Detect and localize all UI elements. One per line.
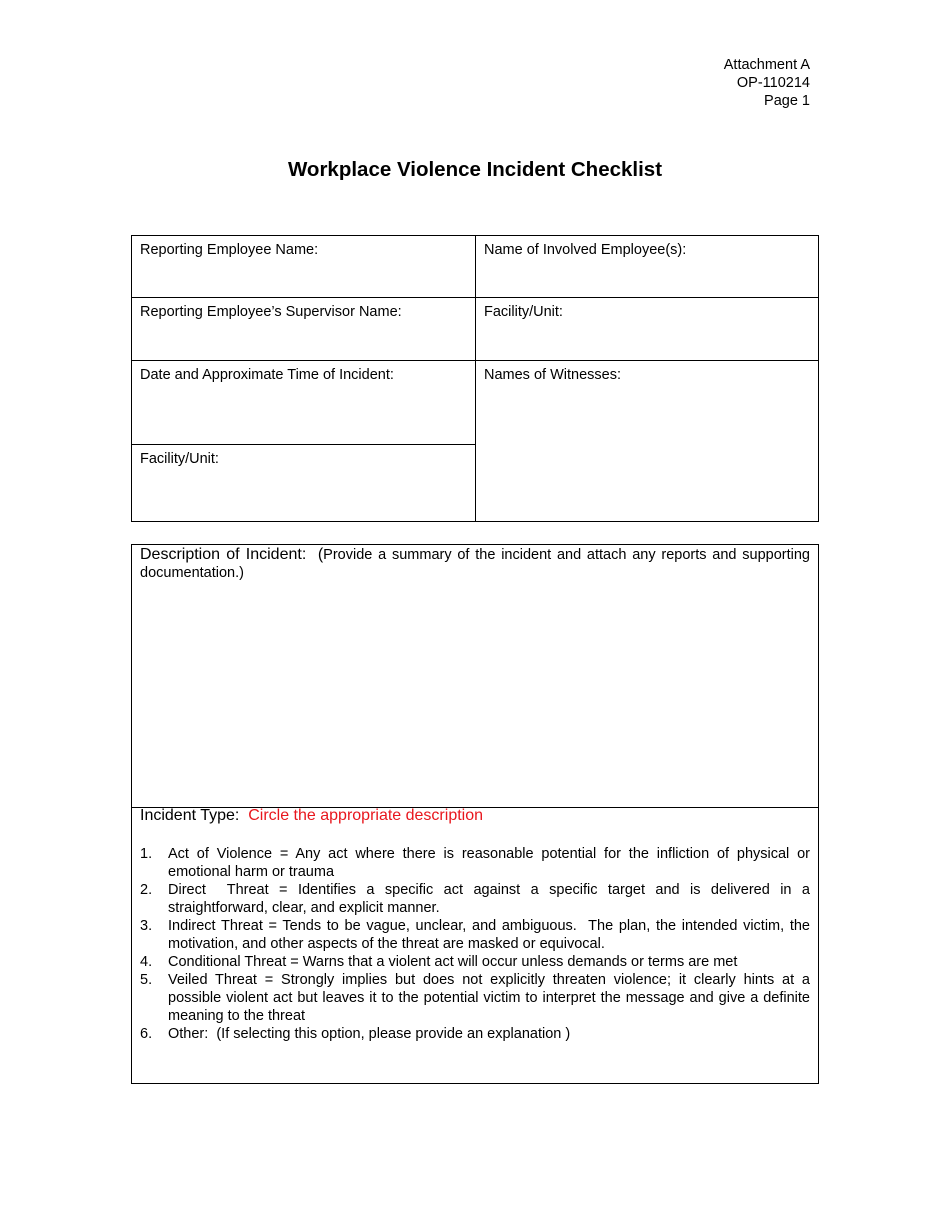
- attachment-label: Attachment A: [723, 57, 810, 73]
- description-field[interactable]: [140, 546, 810, 582]
- reporting-employee-name-field[interactable]: [132, 236, 475, 297]
- option-number: 6.: [140, 1026, 153, 1042]
- facility-unit-left-label: Facility/Unit:: [140, 451, 219, 467]
- incident-type-option-6[interactable]: [140, 1025, 810, 1043]
- witnesses-label: Names of Witnesses:: [484, 367, 621, 383]
- description-label: Description of Incident:: [140, 546, 307, 563]
- witnesses-field[interactable]: [476, 361, 818, 521]
- incident-type-heading: [140, 807, 483, 825]
- option-text: Veiled Threat = Strongly implies but does not explicitly threaten violence; it clearly hints at a possible violent act but leaves it to the potential victim to interpret the message and give a definite meaning to the threat: [168, 972, 810, 1024]
- reporting-employee-name-label: Reporting Employee Name:: [140, 242, 319, 258]
- option-text: Direct Threat = Identifies a specific act against a specific target and is delivered in a straightforward, clear, and explicit manner.: [168, 882, 810, 916]
- incident-type-option-2[interactable]: [140, 881, 810, 917]
- incident-type-instruction: Circle the appropriate description: [248, 807, 484, 824]
- incident-type-option-3[interactable]: [140, 917, 810, 953]
- page-number: Page 1: [764, 93, 810, 109]
- info-table: [131, 235, 819, 522]
- option-text: Act of Violence = Any act where there is reasonable potential for the infliction of physical or emotional harm or trauma: [168, 846, 810, 880]
- option-number: 4.: [140, 954, 153, 970]
- option-number: 2.: [140, 882, 153, 898]
- document-number: OP-110214: [736, 75, 810, 91]
- incident-type-option-1[interactable]: [140, 845, 810, 881]
- incident-type-option-4[interactable]: [140, 953, 810, 971]
- incident-type-list: [140, 845, 810, 1043]
- option-text: Indirect Threat = Tends to be vague, unclear, and ambiguous. The plan, the intended victim, the motivation, and other aspects of the threat are masked or equivocal.: [168, 918, 810, 952]
- document-header: [724, 56, 810, 110]
- option-number: 5.: [140, 972, 153, 988]
- facility-unit-left-field[interactable]: [132, 445, 475, 521]
- involved-employees-label: Name of Involved Employee(s):: [484, 242, 687, 258]
- description-instruction: Provide a summary of the incident and attach any reports and supporting documentation.): [140, 547, 810, 581]
- option-number: 3.: [140, 918, 153, 934]
- incident-type-label: Incident Type:: [140, 807, 240, 824]
- incident-type-option-5[interactable]: [140, 971, 810, 1025]
- facility-unit-right-field[interactable]: [476, 298, 818, 360]
- date-time-label: Date and Approximate Time of Incident:: [140, 367, 394, 383]
- description-paren: (: [317, 546, 324, 563]
- facility-unit-right-label: Facility/Unit:: [484, 304, 563, 320]
- option-text: Other: (If selecting this option, please provide an explanation ): [168, 1026, 571, 1042]
- supervisor-name-label: Reporting Employee’s Supervisor Name:: [140, 304, 402, 320]
- supervisor-name-field[interactable]: [132, 298, 475, 360]
- option-number: 1.: [140, 846, 153, 862]
- page-title: Workplace Violence Incident Checklist: [287, 158, 663, 181]
- option-text: Conditional Threat = Warns that a violent act will occur unless demands or terms are met: [168, 954, 738, 970]
- involved-employees-field[interactable]: [476, 236, 818, 297]
- date-time-field[interactable]: [132, 361, 475, 444]
